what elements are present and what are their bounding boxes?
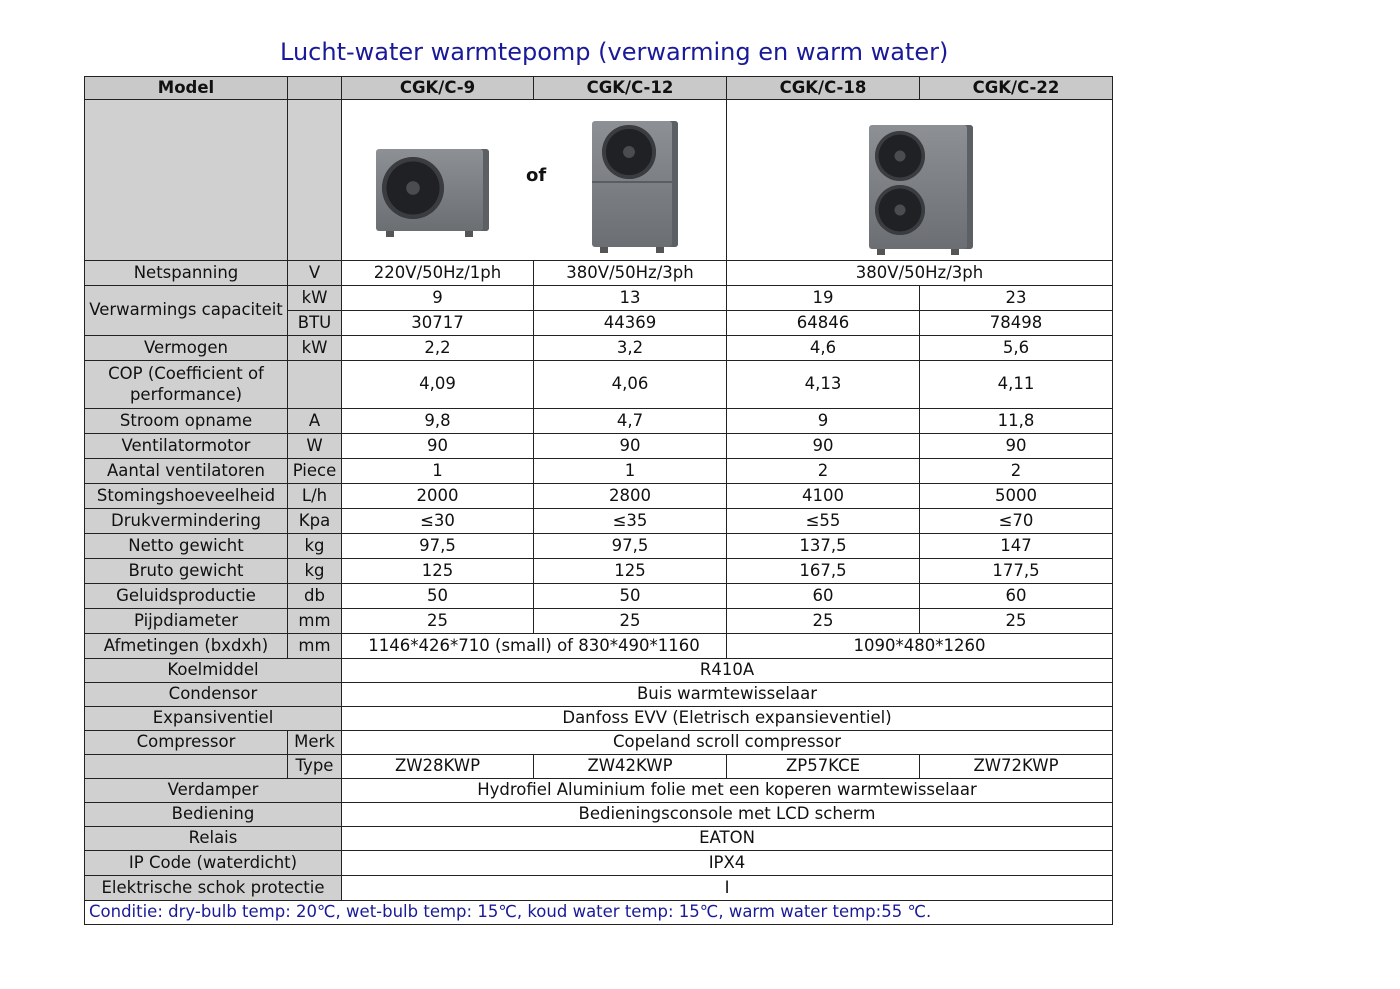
row-label: Pijpdiameter — [85, 609, 288, 634]
row-expansie — [85, 707, 1113, 731]
cell: Buis warmtewisselaar — [342, 683, 1113, 707]
page-title: Lucht-water warmtepomp (verwarming en warm water) — [280, 38, 949, 66]
cell: 19 — [727, 286, 920, 311]
row-unit: Merk — [288, 731, 342, 755]
row-label: Netto gewicht — [85, 534, 288, 559]
row-label: Aantal ventilatoren — [85, 459, 288, 484]
cell: 4,06 — [534, 361, 727, 409]
cell: 11,8 — [920, 409, 1113, 434]
row-unit: kg — [288, 534, 342, 559]
cell: 64846 — [727, 311, 920, 336]
row-unit: kg — [288, 559, 342, 584]
row-compressor-merk — [85, 731, 1113, 755]
cell: 5000 — [920, 484, 1113, 509]
cell: 167,5 — [727, 559, 920, 584]
row-unit: Kpa — [288, 509, 342, 534]
cell: 2 — [920, 459, 1113, 484]
cell: 1 — [342, 459, 534, 484]
header-row — [85, 77, 1113, 100]
row-unit: mm — [288, 634, 342, 659]
header-model-4: CGK/C-22 — [920, 77, 1113, 100]
image-row — [85, 100, 1113, 261]
cell: ≤30 — [342, 509, 534, 534]
cell: 25 — [727, 609, 920, 634]
cell: Danfoss EVV (Eletrisch expansieventiel) — [342, 707, 1113, 731]
cell: 137,5 — [727, 534, 920, 559]
row-unit: db — [288, 584, 342, 609]
cell: 50 — [534, 584, 727, 609]
cell: 125 — [534, 559, 727, 584]
condition-note: Conditie: dry-bulb temp: 20℃, wet-bulb temp: 15℃, koud water temp: 15℃, warm water temp:55 ℃. — [85, 901, 1113, 925]
cell: 90 — [342, 434, 534, 459]
row-capaciteit-kw — [85, 286, 1113, 311]
cell: 2800 — [534, 484, 727, 509]
cell: 4,6 — [727, 336, 920, 361]
row-label: Drukvermindering — [85, 509, 288, 534]
row-label: COP (Coefficient of performance) — [85, 361, 288, 409]
cell: 30717 — [342, 311, 534, 336]
cell: 1090*480*1260 — [727, 634, 1113, 659]
image-cell-small — [342, 100, 727, 261]
row-label: Bruto gewicht — [85, 559, 288, 584]
row-label: Netspanning — [85, 261, 288, 286]
cell: 9 — [342, 286, 534, 311]
cell: 2000 — [342, 484, 534, 509]
row-label: Relais — [85, 827, 342, 851]
row-schok — [85, 876, 1113, 901]
row-unit: kW — [288, 286, 342, 311]
row-unit: kW — [288, 336, 342, 361]
cell: 97,5 — [342, 534, 534, 559]
row-stoming — [85, 484, 1113, 509]
header-model-3: CGK/C-18 — [727, 77, 920, 100]
cell: I — [342, 876, 1113, 901]
row-label: Stroom opname — [85, 409, 288, 434]
cell: ZW28KWP — [342, 755, 534, 779]
cell: 90 — [534, 434, 727, 459]
cell: 3,2 — [534, 336, 727, 361]
cell: Copeland scroll compressor — [342, 731, 1113, 755]
row-druk — [85, 509, 1113, 534]
heat-pump-unit-tall-single-fan-icon — [592, 121, 678, 247]
row-ventilatormotor — [85, 434, 1113, 459]
row-netto — [85, 534, 1113, 559]
row-vermogen — [85, 336, 1113, 361]
header-model-label: Model — [85, 77, 288, 100]
cell: 25 — [342, 609, 534, 634]
row-verdamper — [85, 779, 1113, 803]
heat-pump-unit-single-fan-icon — [376, 149, 489, 231]
cell: 60 — [727, 584, 920, 609]
row-pijp — [85, 609, 1113, 634]
row-label: Verwarmings capaciteit — [85, 286, 288, 336]
row-label: Afmetingen (bxdxh) — [85, 634, 288, 659]
row-label: Expansiventiel — [85, 707, 342, 731]
cell: EATON — [342, 827, 1113, 851]
row-unit: V — [288, 261, 342, 286]
row-bruto — [85, 559, 1113, 584]
row-label: IP Code (waterdicht) — [85, 851, 342, 876]
cell: 9,8 — [342, 409, 534, 434]
cell: Hydrofiel Aluminium folie met een koperen warmtewisselaar — [342, 779, 1113, 803]
row-label: Vermogen — [85, 336, 288, 361]
row-geluid — [85, 584, 1113, 609]
row-label: Condensor — [85, 683, 342, 707]
cell: 90 — [920, 434, 1113, 459]
row-unit: BTU — [288, 311, 342, 336]
cell: 2 — [727, 459, 920, 484]
row-label: Ventilatormotor — [85, 434, 288, 459]
cell: ≤55 — [727, 509, 920, 534]
row-label: Bediening — [85, 803, 342, 827]
row-compressor-type — [85, 755, 1113, 779]
cell: 90 — [727, 434, 920, 459]
cell: R410A — [342, 659, 1113, 683]
cell: ZW42KWP — [534, 755, 727, 779]
cell: 5,6 — [920, 336, 1113, 361]
cell: 125 — [342, 559, 534, 584]
cell: 1146*426*710 (small) of 830*490*1160 — [342, 634, 727, 659]
row-ipcode — [85, 851, 1113, 876]
cell: ≤70 — [920, 509, 1113, 534]
row-ventilatoren — [85, 459, 1113, 484]
cell: 177,5 — [920, 559, 1113, 584]
row-unit: L/h — [288, 484, 342, 509]
spec-table — [84, 76, 1113, 925]
cell: ZP57KCE — [727, 755, 920, 779]
row-condensor — [85, 683, 1113, 707]
cell: Bedieningsconsole met LCD scherm — [342, 803, 1113, 827]
row-label: Koelmiddel — [85, 659, 342, 683]
row-unit: Type — [288, 755, 342, 779]
heat-pump-unit-double-fan-icon — [869, 125, 973, 249]
cell: 44369 — [534, 311, 727, 336]
row-netspanning — [85, 261, 1113, 286]
row-koelmiddel — [85, 659, 1113, 683]
cell: 25 — [920, 609, 1113, 634]
row-bediening — [85, 803, 1113, 827]
cell: 4,11 — [920, 361, 1113, 409]
cell: 60 — [920, 584, 1113, 609]
row-stroom — [85, 409, 1113, 434]
header-model-2: CGK/C-12 — [534, 77, 727, 100]
row-label: Stomingshoeveelheid — [85, 484, 288, 509]
cell: 9 — [727, 409, 920, 434]
cell: 380V/50Hz/3ph — [534, 261, 727, 286]
row-label: Elektrische schok protectie — [85, 876, 342, 901]
cell: 380V/50Hz/3ph — [727, 261, 1113, 286]
cell: 4,09 — [342, 361, 534, 409]
row-label: Geluidsproductie — [85, 584, 288, 609]
row-unit: W — [288, 434, 342, 459]
or-label: of — [526, 165, 547, 186]
row-relais — [85, 827, 1113, 851]
row-label: Verdamper — [85, 779, 342, 803]
cell: 23 — [920, 286, 1113, 311]
row-unit — [288, 361, 342, 409]
cell: 78498 — [920, 311, 1113, 336]
row-afmetingen — [85, 634, 1113, 659]
cell: 4100 — [727, 484, 920, 509]
cell: 4,13 — [727, 361, 920, 409]
cell: 4,7 — [534, 409, 727, 434]
row-unit: Piece — [288, 459, 342, 484]
cell: 1 — [534, 459, 727, 484]
cell: 220V/50Hz/1ph — [342, 261, 534, 286]
cell: ≤35 — [534, 509, 727, 534]
cell: 13 — [534, 286, 727, 311]
cell: 25 — [534, 609, 727, 634]
note-row — [85, 901, 1113, 925]
cell: 2,2 — [342, 336, 534, 361]
row-unit: mm — [288, 609, 342, 634]
image-cell-large — [727, 100, 1113, 261]
cell: IPX4 — [342, 851, 1113, 876]
cell: 50 — [342, 584, 534, 609]
row-unit: A — [288, 409, 342, 434]
row-cop — [85, 361, 1113, 409]
row-label: Compressor — [85, 731, 288, 755]
cell: 97,5 — [534, 534, 727, 559]
header-model-1: CGK/C-9 — [342, 77, 534, 100]
cell: 147 — [920, 534, 1113, 559]
cell: ZW72KWP — [920, 755, 1113, 779]
